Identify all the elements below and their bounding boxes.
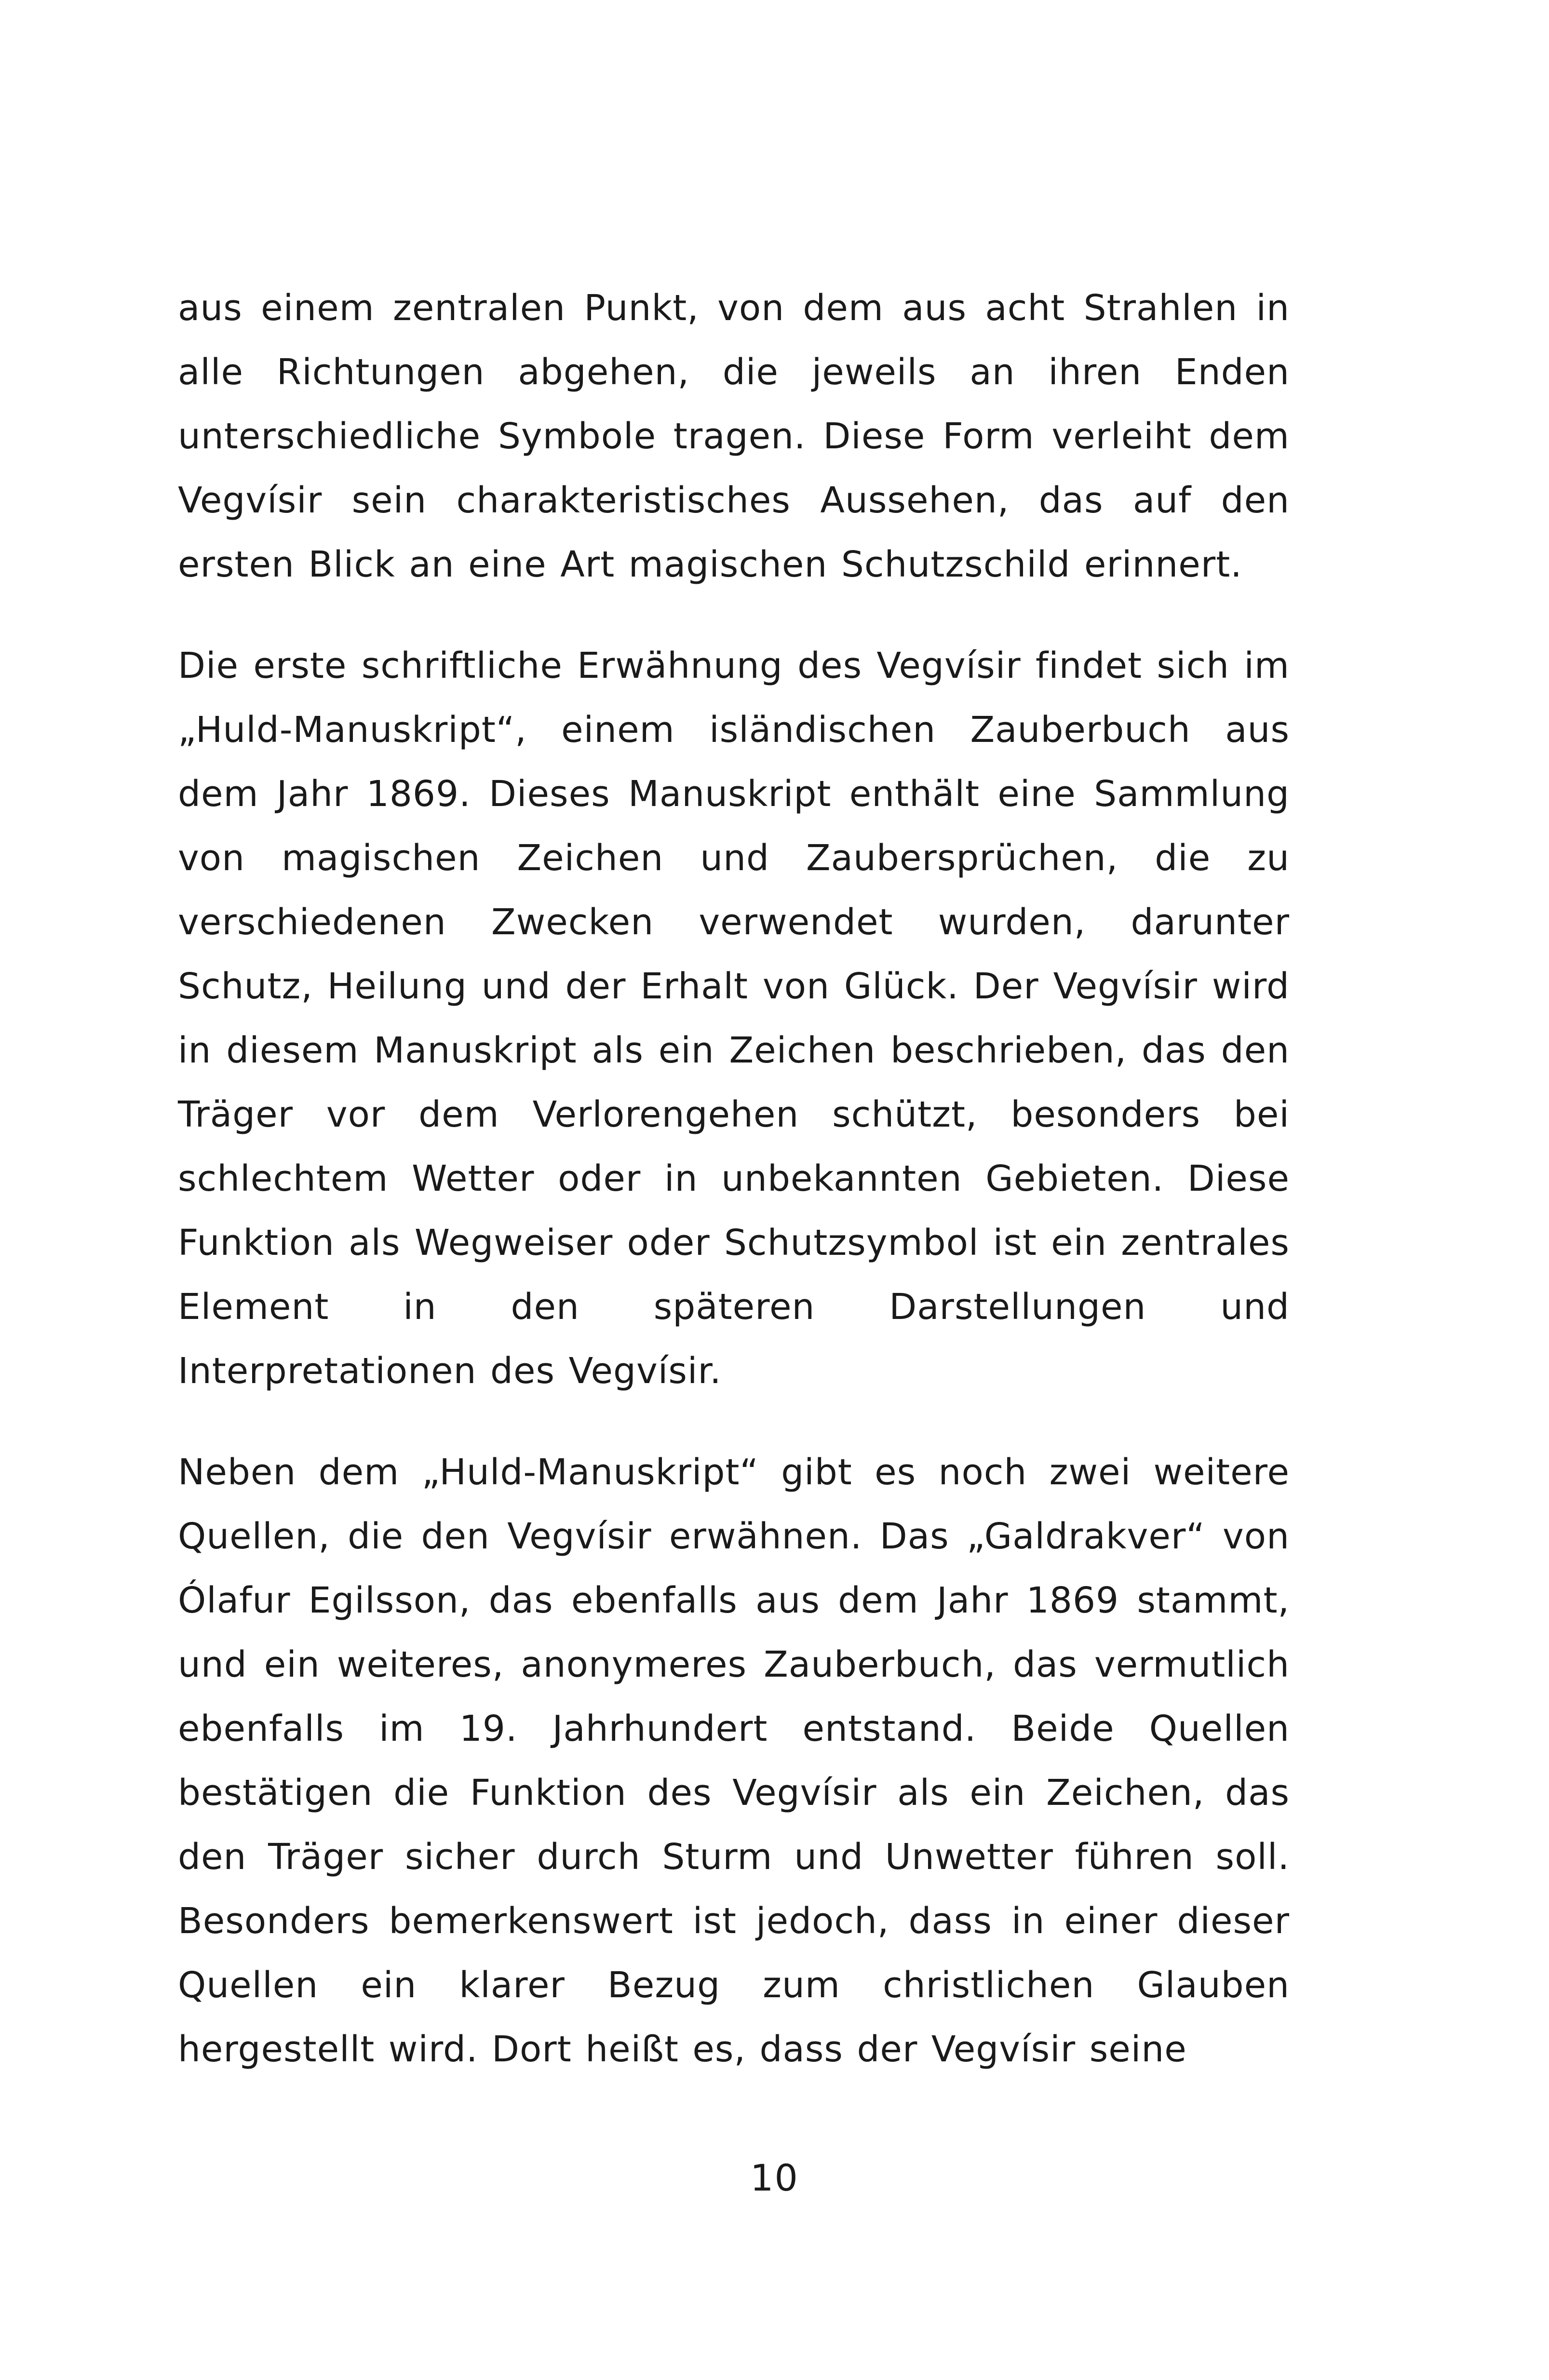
body-text (178, 276, 1290, 2082)
paragraph-3: Neben dem „Huld-Manuskript“ gibt es noch zwei weitere Quellen, die den Vegvísir erwähnen. Das „Galdrakver“ von Ólafur Egilsson, das ebenfalls aus dem Jahr 1869 stammt, und ein weiteres, anonymeres Zauberbuch, das vermutlich ebenfalls im 19. Jahrhundert entstand. Beide Quellen bestätigen die Funktion des Vegvísir als ein Zeichen, das den Träger sicher durch Sturm und Unwetter führen soll. Besonders bemerkenswert ist jedoch, dass in einer dieser Quellen ein klarer Bezug zum christlichen Glauben hergestellt wird. Dort heißt es, dass der Vegvísir seine (178, 1452, 1290, 2070)
page-number: 10 (750, 2156, 799, 2199)
paragraph-2: Die erste schriftliche Erwähnung des Vegvísir findet sich im „Huld-Manuskript“, einem isländischen Zauberbuch aus dem Jahr 1869. Dieses Manuskript enthält eine Sammlung von magischen Zeichen und Zaubersprüchen, die zu verschiedenen Zwecken verwendet wurden, darunter Schutz, Heilung und der Erhalt von Glück. Der Vegvísir wird in diesem Manuskript als ein Zeichen beschrieben, das den Träger vor dem Verlorengehen schützt, besonders bei schlechtem Wetter oder in unbekannten Gebieten. Diese Funktion als Wegweiser oder Schutzsymbol ist ein zentrales Element in den späteren Darstellungen und Interpretationen des Vegvísir. (178, 645, 1290, 1392)
paragraph-1: aus einem zentralen Punkt, von dem aus acht Strahlen in alle Richtungen abgehen, die jeweils an ihren Enden unterschiedliche Symbole tragen. Diese Form verleiht dem Vegvísir sein charakteristisches Aussehen, das auf den ersten Blick an eine Art magischen Schutzschild erinnert. (178, 287, 1290, 585)
